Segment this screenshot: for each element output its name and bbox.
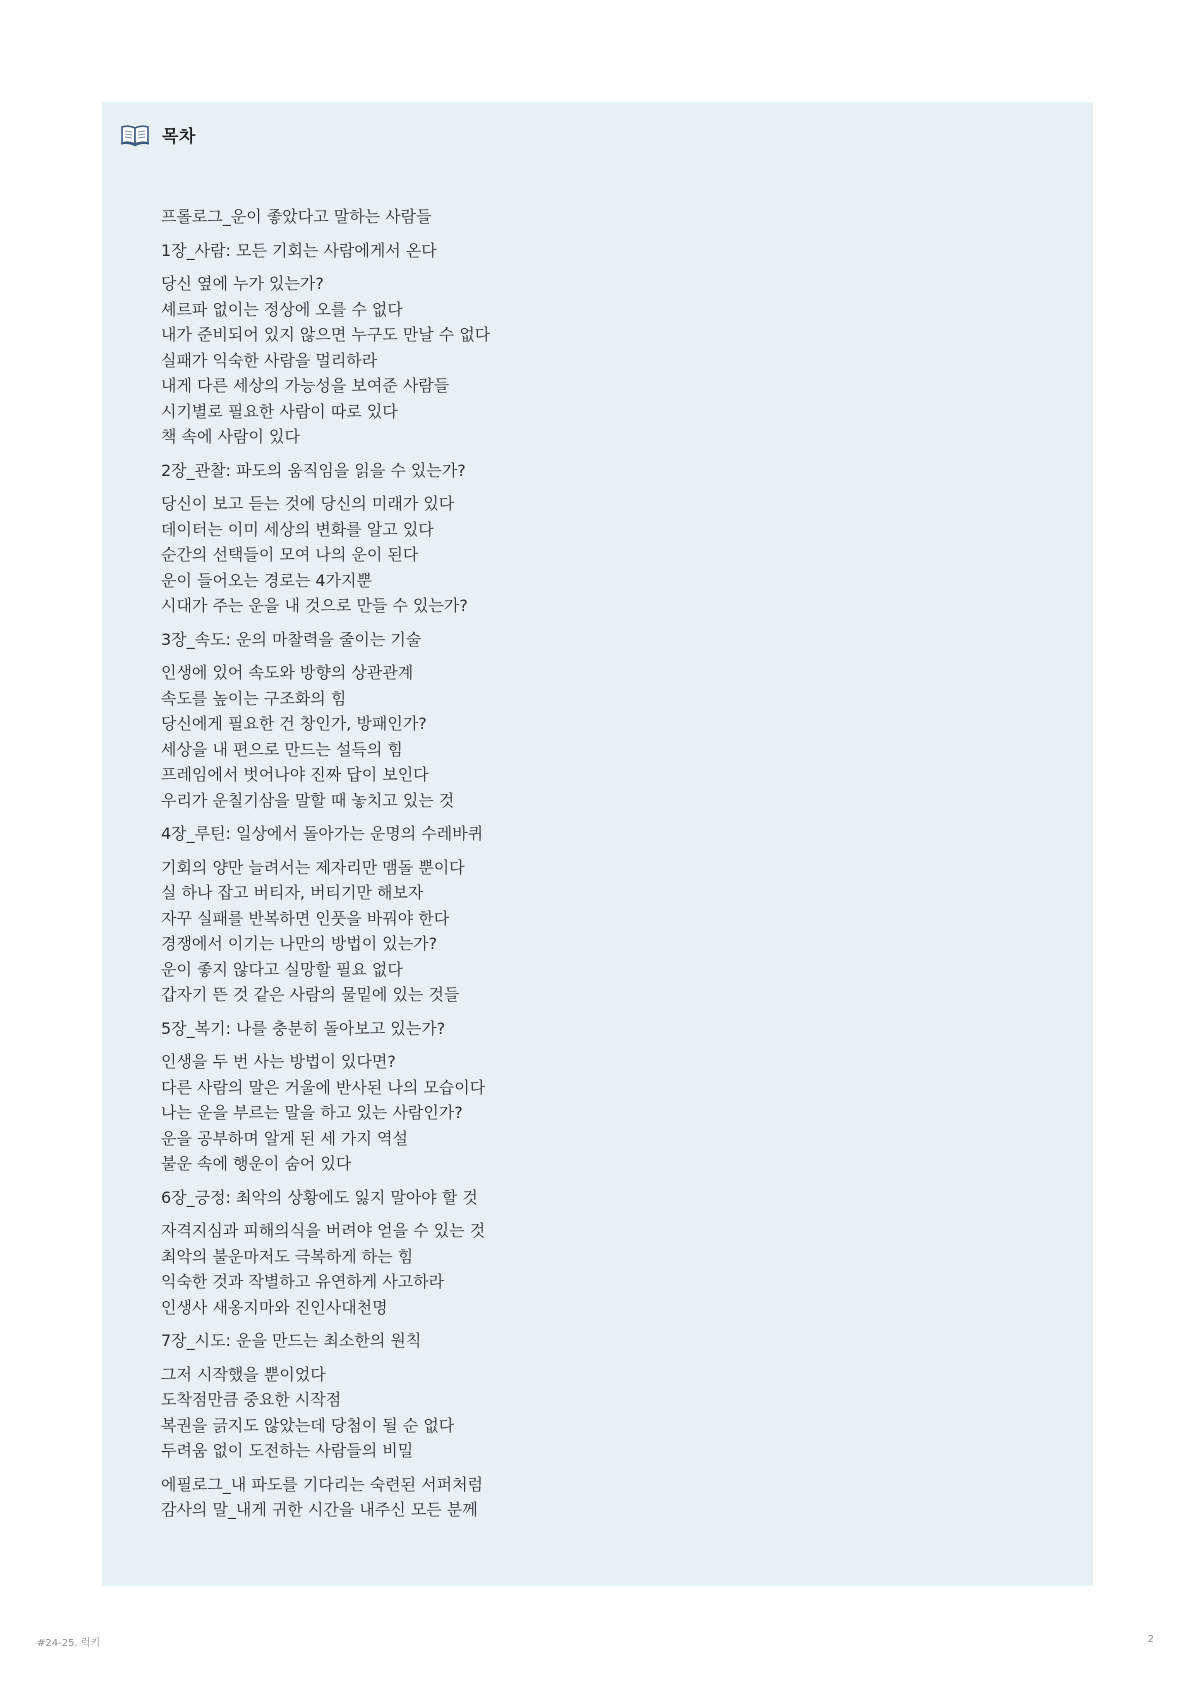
toc-group — [161, 1016, 1061, 1042]
toc-entry: 3장_속도: 운의 마찰력을 줄이는 기술 — [161, 629, 422, 649]
toc-entry: 자꾸 실패를 반복하면 인풋을 바꿔야 한다 — [161, 908, 450, 928]
toc-entry: 책 속에 사람이 있다 — [161, 427, 300, 446]
toc-entry: 시기별로 필요한 사람이 따로 있다 — [161, 401, 398, 421]
toc-title: 목차 — [162, 127, 196, 147]
table-of-contents — [161, 204, 1061, 1523]
toc-group — [161, 271, 1061, 450]
toc-entry: 인생사 새옹지마와 진인사대천명 — [161, 1297, 388, 1317]
toc-entry: 인생을 두 번 사는 방법이 있다면? — [161, 1052, 396, 1071]
toc-entry: 당신이 보고 듣는 것에 당신의 미래가 있다 — [161, 494, 455, 513]
toc-entry: 7장_시도: 운을 만드는 최소한의 원칙 — [161, 1331, 422, 1350]
toc-entry: 최악의 불운마저도 극복하게 하는 힘 — [161, 1246, 414, 1266]
callout-header — [120, 122, 196, 147]
toc-entry: 6장_긍정: 최악의 상황에도 잃지 말아야 할 것 — [161, 1187, 478, 1207]
toc-group — [161, 1328, 1061, 1354]
toc-entry: 프롤로그_운이 좋았다고 말하는 사람들 — [161, 207, 432, 226]
toc-group — [161, 1049, 1061, 1177]
toc-entry: 속도를 높이는 구조화의 힘 — [161, 688, 347, 708]
toc-entry: 경쟁에서 이기는 나만의 방법이 있는가? — [161, 934, 438, 953]
toc-entry: 당신에게 필요한 건 창인가, 방패인가? — [161, 714, 427, 733]
toc-entry: 5장_복기: 나를 충분히 돌아보고 있는가? — [161, 1018, 446, 1038]
toc-group — [161, 238, 1061, 264]
toc-entry: 내게 다른 세상의 가능성을 보여준 사람들 — [161, 376, 450, 395]
footer-page-number: 2 — [1147, 1634, 1154, 1645]
toc-entry: 셰르파 없이는 정상에 오를 수 없다 — [161, 299, 403, 319]
toc-entry: 운이 좋지 않다고 실망할 필요 없다 — [161, 959, 403, 979]
toc-entry: 4장_루틴: 일상에서 돌아가는 운명의 수레바퀴 — [161, 824, 484, 843]
toc-group — [161, 1362, 1061, 1464]
toc-group — [161, 855, 1061, 1008]
toc-entry: 나는 운을 부르는 말을 하고 있는 사람인가? — [161, 1103, 463, 1122]
toc-entry: 1장_사람: 모든 기회는 사람에게서 온다 — [161, 240, 437, 260]
toc-entry: 실패가 익숙한 사람을 멀리하라 — [161, 350, 378, 370]
toc-entry: 순간의 선택들이 모여 나의 운이 된다 — [161, 545, 419, 564]
toc-callout — [102, 102, 1093, 1586]
toc-entry: 자격지심과 피해의식을 버려야 얻을 수 있는 것 — [161, 1221, 486, 1240]
toc-entry: 시대가 주는 운을 내 것으로 만들 수 있는가? — [161, 596, 468, 615]
toc-group — [161, 458, 1061, 484]
toc-entry: 그저 시작했을 뿐이었다 — [161, 1364, 326, 1384]
toc-entry: 익숙한 것과 작별하고 유연하게 사고하라 — [161, 1272, 445, 1291]
toc-group — [161, 821, 1061, 847]
toc-entry: 갑자기 뜬 것 같은 사람의 물밑에 있는 것들 — [161, 985, 460, 1004]
toc-group — [161, 660, 1061, 813]
toc-group — [161, 1472, 1061, 1523]
toc-entry: 도착점만큼 중요한 시작점 — [161, 1390, 342, 1409]
toc-group — [161, 1185, 1061, 1211]
toc-entry: 인생에 있어 속도와 방향의 상관관계 — [161, 663, 414, 682]
toc-entry: 기회의 양만 늘려서는 제자리만 맴돌 뿐이다 — [161, 857, 465, 877]
toc-entry: 2장_관찰: 파도의 움직임을 읽을 수 있는가? — [161, 460, 466, 480]
footer-document-label: #24-25. 럭키 — [37, 1638, 101, 1649]
toc-entry: 불운 속에 행운이 숨어 있다 — [161, 1154, 352, 1173]
toc-group — [161, 491, 1061, 619]
toc-entry: 프레임에서 벗어나야 진짜 답이 보인다 — [161, 765, 429, 784]
toc-entry: 실 하나 잡고 버티자, 버티기만 해보자 — [161, 883, 424, 902]
toc-entry: 두려움 없이 도전하는 사람들의 비밀 — [161, 1441, 414, 1460]
toc-entry: 다른 사람의 말은 거울에 반사된 나의 모습이다 — [161, 1077, 486, 1097]
toc-entry: 운을 공부하며 알게 된 세 가지 역설 — [161, 1128, 408, 1148]
toc-entry: 감사의 말_내게 귀한 시간을 내주신 모든 분께 — [161, 1500, 478, 1519]
toc-entry: 복권을 긁지도 않았는데 당첨이 될 순 없다 — [161, 1415, 455, 1435]
toc-group — [161, 627, 1061, 653]
toc-entry: 우리가 운칠기삼을 말할 때 놓치고 있는 것 — [161, 790, 455, 810]
toc-entry: 데이터는 이미 세상의 변화를 알고 있다 — [161, 519, 434, 539]
toc-entry: 세상을 내 편으로 만드는 설득의 힘 — [161, 739, 403, 759]
open-book-icon — [120, 123, 150, 147]
toc-entry: 에필로그_내 파도를 기다리는 숙련된 서퍼처럼 — [161, 1474, 484, 1494]
toc-entry: 당신 옆에 누가 있는가? — [161, 274, 324, 293]
toc-group — [161, 204, 1061, 230]
toc-group — [161, 1218, 1061, 1320]
toc-entry: 운이 들어오는 경로는 4가지뿐 — [161, 570, 372, 590]
toc-entry: 내가 준비되어 있지 않으면 누구도 만날 수 없다 — [161, 325, 491, 344]
